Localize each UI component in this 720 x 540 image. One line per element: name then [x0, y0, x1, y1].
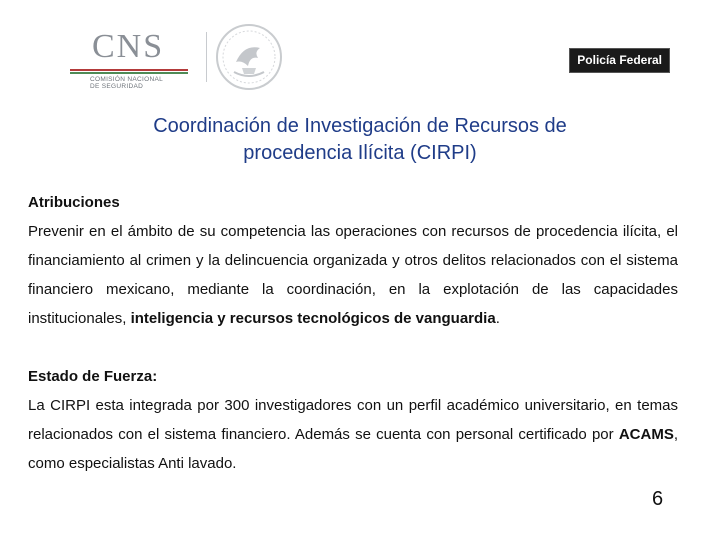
estado-fuerza-emphasis: ACAMS	[618, 426, 674, 443]
cns-logo-red-rule	[70, 69, 188, 71]
atribuciones-heading: Atribuciones	[28, 194, 120, 211]
estado-fuerza-text: La CIRPI esta integrada por 300 investigadores con un perfil académico universitario, en temas relacionados con el sistema financiero. Además se cuenta con personal certificado por	[28, 397, 678, 443]
atribuciones-emphasis: inteligencia y recursos tecnológicos de vanguardia	[130, 310, 496, 327]
page-number: 6	[652, 488, 664, 510]
estado-fuerza-end: , como especialistas Anti lavado.	[28, 426, 678, 472]
estado-fuerza-heading: Estado de Fuerza:	[28, 368, 158, 385]
cns-logo-subtitle	[90, 76, 190, 90]
estado-fuerza-body	[28, 391, 678, 478]
slide-title-line2: procedencia Ilícita (CIRPI)	[243, 142, 477, 164]
cns-logo-green-rule	[70, 72, 188, 74]
atribuciones-text: Prevenir en el ámbito de su competencia las operaciones con recursos de procedencia ilícita, el financiamiento al crimen y la delincuencia organizada y otros delitos relacionados con el sistema financiero mexicano, mediante la coordinación, en la explotación de las capacidades institucionales,	[28, 223, 678, 327]
cns-logo-subtitle-line1: COMISIÓN NACIONAL	[90, 76, 163, 83]
header-divider	[206, 32, 207, 82]
slide-content	[28, 188, 678, 478]
slide-header	[0, 0, 720, 110]
atribuciones-end: .	[495, 310, 500, 327]
atribuciones-body	[28, 217, 678, 333]
mexican-coat-of-arms-seal-icon	[214, 22, 284, 92]
cns-logo-letters: CNS	[92, 28, 165, 65]
cns-logo	[70, 28, 188, 94]
slide-title-line1: Coordinación de Investigación de Recursos de	[153, 115, 567, 137]
slide-title	[60, 113, 660, 167]
cns-logo-subtitle-line2: DE SEGURIDAD	[90, 83, 144, 90]
section-spacer	[28, 333, 678, 362]
policia-federal-badge: Policía Federal	[569, 48, 670, 73]
